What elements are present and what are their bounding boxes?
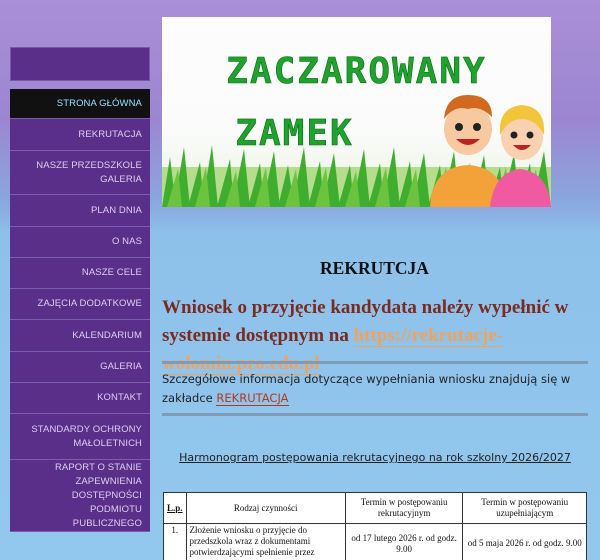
- nav-item-about[interactable]: [10, 227, 150, 258]
- nav-item-label: REKRUTACJA: [78, 128, 142, 140]
- recruitment-system-link[interactable]: https://rekrutacje-: [162, 325, 503, 375]
- nav-item-gallery[interactable]: [10, 352, 150, 383]
- banner-title-line2: ZAMEK: [235, 113, 354, 154]
- divider: [162, 413, 588, 416]
- application-notice: [162, 294, 592, 378]
- nav-item-label-line: RAPORT O STANIE: [54, 461, 142, 473]
- nav-item-child-protection[interactable]: [10, 414, 150, 460]
- nav-item-label: [36, 159, 142, 187]
- banner-title-line1: ZACZAROWANY: [226, 51, 487, 92]
- info-paragraph: [162, 370, 588, 408]
- nav-item-label: [18, 461, 142, 531]
- nav-item-label-line: STANDARDY OCHRONY: [31, 423, 142, 435]
- column-header-activity: Rodzaj czynności: [186, 493, 345, 524]
- nav-item-label-line: GALERIA: [100, 173, 142, 185]
- page-title: REKRUTCJA: [320, 258, 429, 278]
- banner-illustration: [162, 17, 551, 207]
- nav-item-label-line: NASZE PRZEDSZKOLE: [36, 159, 142, 171]
- nav-item-label: STRONA GŁÓWNA: [56, 97, 142, 109]
- divider: [162, 361, 588, 364]
- nav-item-gallery-kindergarten[interactable]: [10, 151, 150, 195]
- nav-item-label: O NAS: [111, 236, 142, 247]
- nav-item-recruitment[interactable]: [10, 119, 150, 151]
- cell-lp: 1.: [164, 524, 187, 560]
- recruitment-tab-link[interactable]: REKRUTACJA: [216, 391, 289, 405]
- nav-item-extra-activities[interactable]: [10, 289, 150, 320]
- main-navigation: [10, 89, 150, 532]
- column-header-supplementary-term: Termin w postępowaniu uzupełniającym: [463, 493, 587, 524]
- column-header-recruitment-term: Termin w postępowaniu rekrutacyjnym: [345, 493, 463, 524]
- nav-item-calendar[interactable]: [10, 320, 150, 352]
- nav-item-label-line: PUBLICZNEGO: [72, 517, 142, 529]
- nav-item-goals[interactable]: [10, 258, 150, 289]
- table-header-row: [164, 493, 587, 524]
- application-notice-text: Wniosek o przyjęcie kandydata należy wypełnić w systemie dostępnym na: [162, 297, 569, 346]
- cell-supplementary-term: od 5 maja 2026 r. od godz. 9.00: [463, 524, 587, 560]
- header-banner: [162, 17, 551, 207]
- nav-item-label: NASZE CELE: [81, 267, 142, 278]
- info-text: Szczegółowe informacja dotyczące wypełniania wniosku znajdują się w zakładce: [162, 372, 571, 405]
- nav-item-label-line: DOSTĘPNOŚCI PODMIOTU: [71, 489, 142, 515]
- table-row: [164, 524, 587, 560]
- nav-item-label: PLAN DNIA: [90, 204, 142, 216]
- nav-item-label: [31, 423, 142, 451]
- nav-item-label: ZAJĘCIA DODATKOWE: [37, 298, 142, 309]
- nav-item-accessibility-report[interactable]: [10, 460, 150, 532]
- nav-item-daily-plan[interactable]: [10, 195, 150, 227]
- nav-item-label-line: MAŁOLETNICH: [73, 437, 142, 449]
- nav-item-label: KONTAKT: [97, 392, 142, 403]
- schedule-table: [163, 492, 587, 560]
- cell-activity: Złożenie wniosku o przyjęcie do przedszkola wraz z dokumentami potwierdzającymi spełnienie przez: [186, 524, 345, 560]
- column-header-lp: L.p.: [164, 493, 187, 524]
- nav-item-label-line: ZAPEWNIENIA: [75, 475, 142, 487]
- nav-item-contact[interactable]: [10, 383, 150, 414]
- schedule-heading: Harmonogram postępowania rekrutacyjnego na rok szkolny 2026/2027: [179, 451, 571, 464]
- girl-illustration: [490, 105, 551, 207]
- nav-item-label: GALERIA: [100, 361, 142, 372]
- cell-recruitment-term: od 17 lutego 2026 r. od godz. 9.00: [345, 524, 463, 560]
- nav-item-label: KALENDARIUM: [72, 329, 142, 341]
- sidebar-header-block: [10, 47, 150, 81]
- nav-item-home[interactable]: [10, 89, 150, 119]
